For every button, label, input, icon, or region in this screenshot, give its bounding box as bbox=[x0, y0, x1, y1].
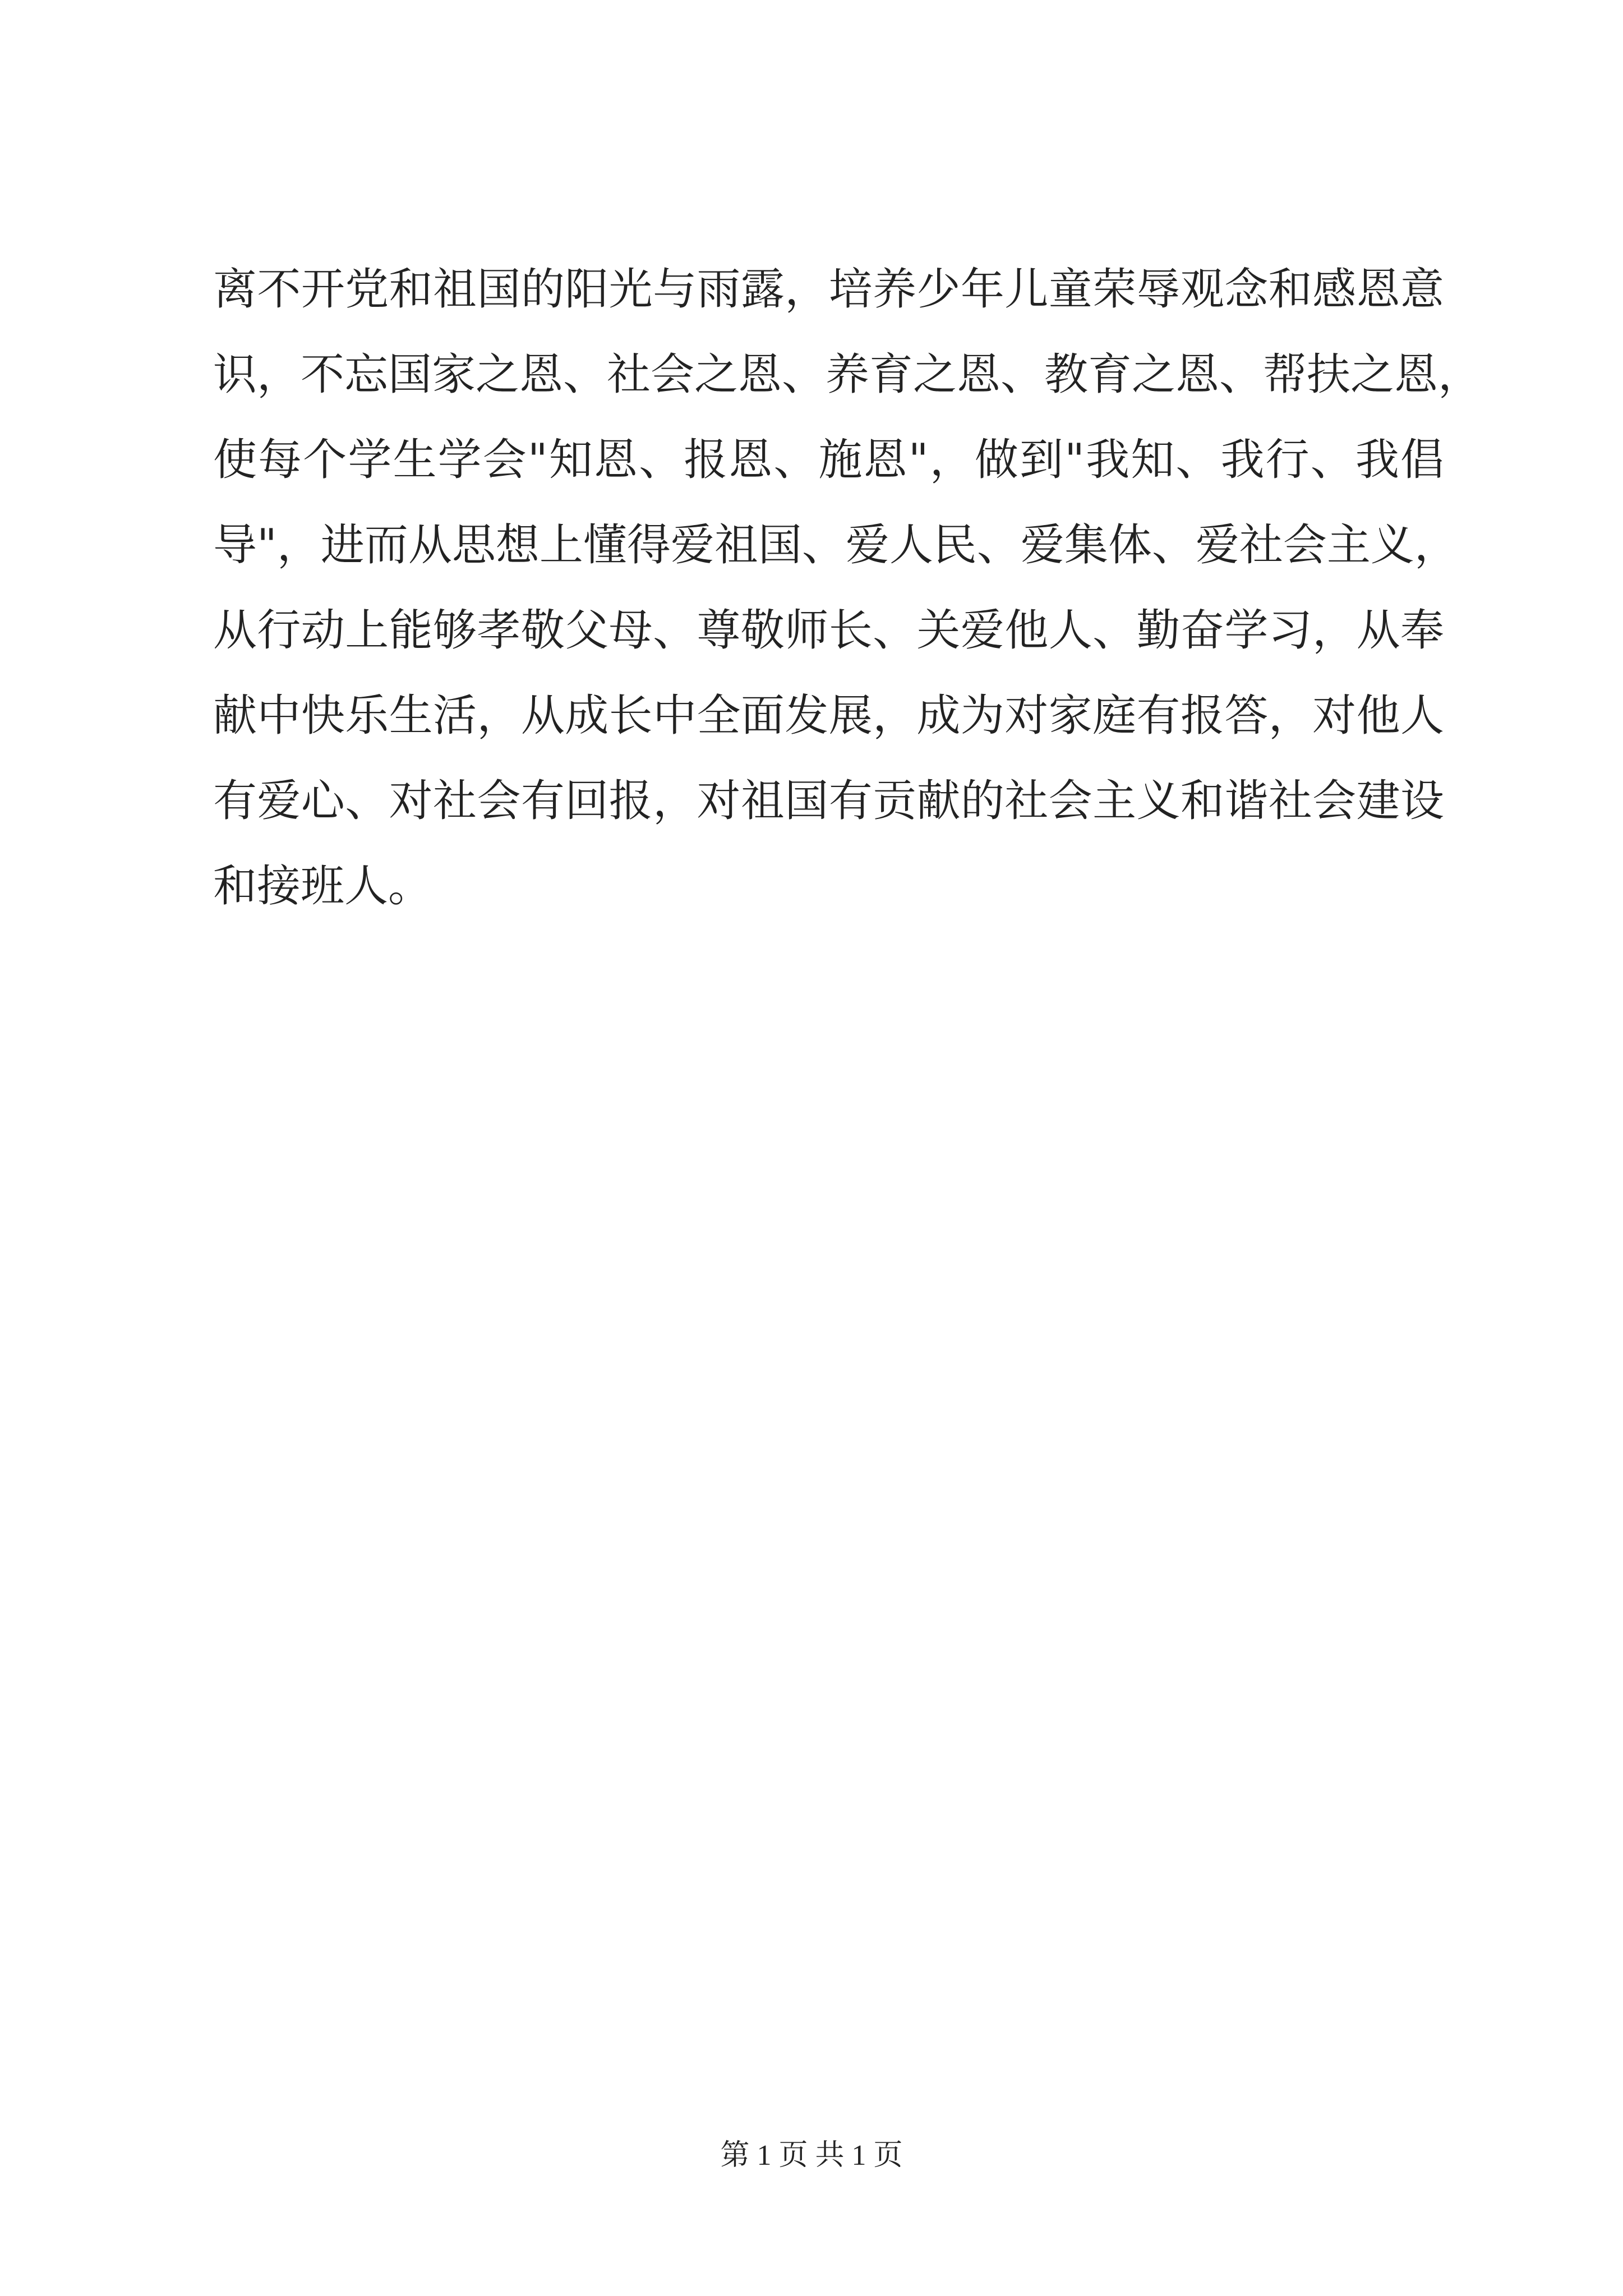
body-paragraph bbox=[213, 247, 1482, 929]
paragraph-line: 从行动上能够孝敬父母、尊敬师长、关爱他人、勤奋学习，从奉 bbox=[213, 605, 1444, 656]
page-number-footer: 第 1 页 共 1 页 bbox=[720, 2139, 903, 2171]
paragraph-line: 献中快乐生活，从成长中全面发展，成为对家庭有报答，对他人 bbox=[213, 691, 1444, 741]
paragraph-line: 离不开党和祖国的阳光与雨露，培养少年儿童荣辱观念和感恩意 bbox=[213, 264, 1444, 315]
paragraph-line: 和接班人。 bbox=[213, 861, 432, 912]
paragraph-line: 有爱心、对社会有回报，对祖国有贡献的社会主义和谐社会建设 bbox=[213, 776, 1444, 826]
paragraph-line: 导"，进而从思想上懂得爱祖国、爱人民、爱集体、爱社会主义， bbox=[213, 520, 1458, 570]
paragraph-line: 识，不忘国家之恩、社会之恩、养育之恩、教育之恩、帮扶之恩， bbox=[213, 349, 1482, 400]
paragraph-line: 使每个学生学会"知恩、报恩、施恩"，做到"我知、我行、我倡 bbox=[213, 435, 1444, 485]
